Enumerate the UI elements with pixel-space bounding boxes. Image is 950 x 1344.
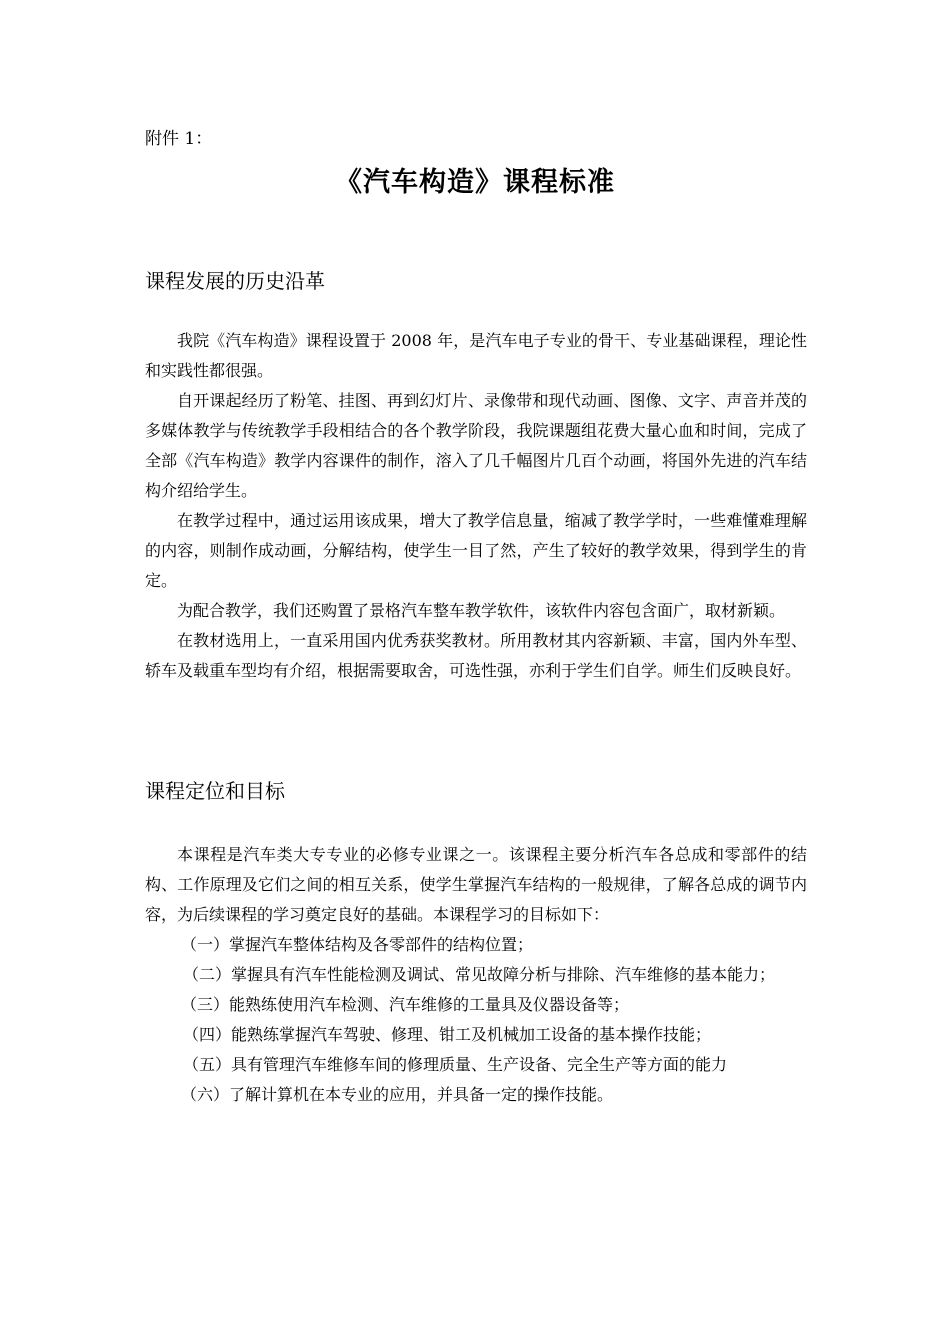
- objective-item: （五）具有管理汽车维修车间的修理质量、生产设备、完全生产等方面的能力: [183, 1055, 728, 1074]
- paragraph: 为配合教学，我们还购置了景格汽车整车教学软件，该软件内容包含面广，取材新颖。: [177, 601, 786, 620]
- paragraph: 在教材选用上，一直采用国内优秀获奖教材。所用教材其内容新颖、丰富，国内外车型、轿车及载重车型均有介绍，根据需要取舍，可选性强，亦利于学生们自学。师生们反映良好。: [145, 631, 807, 680]
- paragraph: 我院《汽车构造》课程设置于 2008 年，是汽车电子专业的骨干、专业基础课程，理论性和实践性都很强。: [145, 331, 807, 380]
- objective-item: （一）掌握汽车整体结构及各零部件的结构位置；: [181, 935, 534, 954]
- paragraph: 在教学过程中，通过运用该成果，增大了教学信息量，缩减了教学学时，一些难懂难理解的内容，则制作成动画，分解结构，使学生一目了然，产生了较好的教学效果，得到学生的肯定。: [145, 511, 807, 590]
- section-body-positioning: [145, 840, 807, 1110]
- section-body-history: [145, 326, 807, 686]
- objective-item: （三）能熟练使用汽车检测、汽车维修的工量具及仪器设备等；: [181, 995, 630, 1014]
- paragraph: 自开课起经历了粉笔、挂图、再到幻灯片、录像带和现代动画、图像、文字、声音并茂的多媒体教学与传统教学手段相结合的各个教学阶段，我院课题组花费大量心血和时间，完成了全部《汽车构造》教学内容课件的制作，溶入了几千幅图片几百个动画，将国外先进的汽车结构介绍给学生。: [145, 391, 807, 500]
- objective-item: （六）了解计算机在本专业的应用，并具备一定的操作技能。: [181, 1085, 614, 1104]
- attachment-label: 附件 1：: [145, 129, 213, 149]
- document-title: 《汽车构造》课程标准: [335, 167, 615, 198]
- objective-item: （四）能熟练掌握汽车驾驶、修理、钳工及机械加工设备的基本操作技能；: [183, 1025, 712, 1044]
- objective-item: （二）掌握具有汽车性能检测及调试、常见故障分析与排除、汽车维修的基本能力；: [183, 965, 776, 984]
- section-heading-history: 课程发展的历史沿革: [145, 269, 325, 293]
- section-heading-positioning: 课程定位和目标: [145, 779, 285, 803]
- paragraph: 本课程是汽车类大专专业的必修专业课之一。该课程主要分析汽车各总成和零部件的结构、工作原理及它们之间的相互关系，使学生掌握汽车结构的一般规律，了解各总成的调节内容，为后续课程的学习奠定良好的基础。本课程学习的目标如下：: [145, 845, 807, 924]
